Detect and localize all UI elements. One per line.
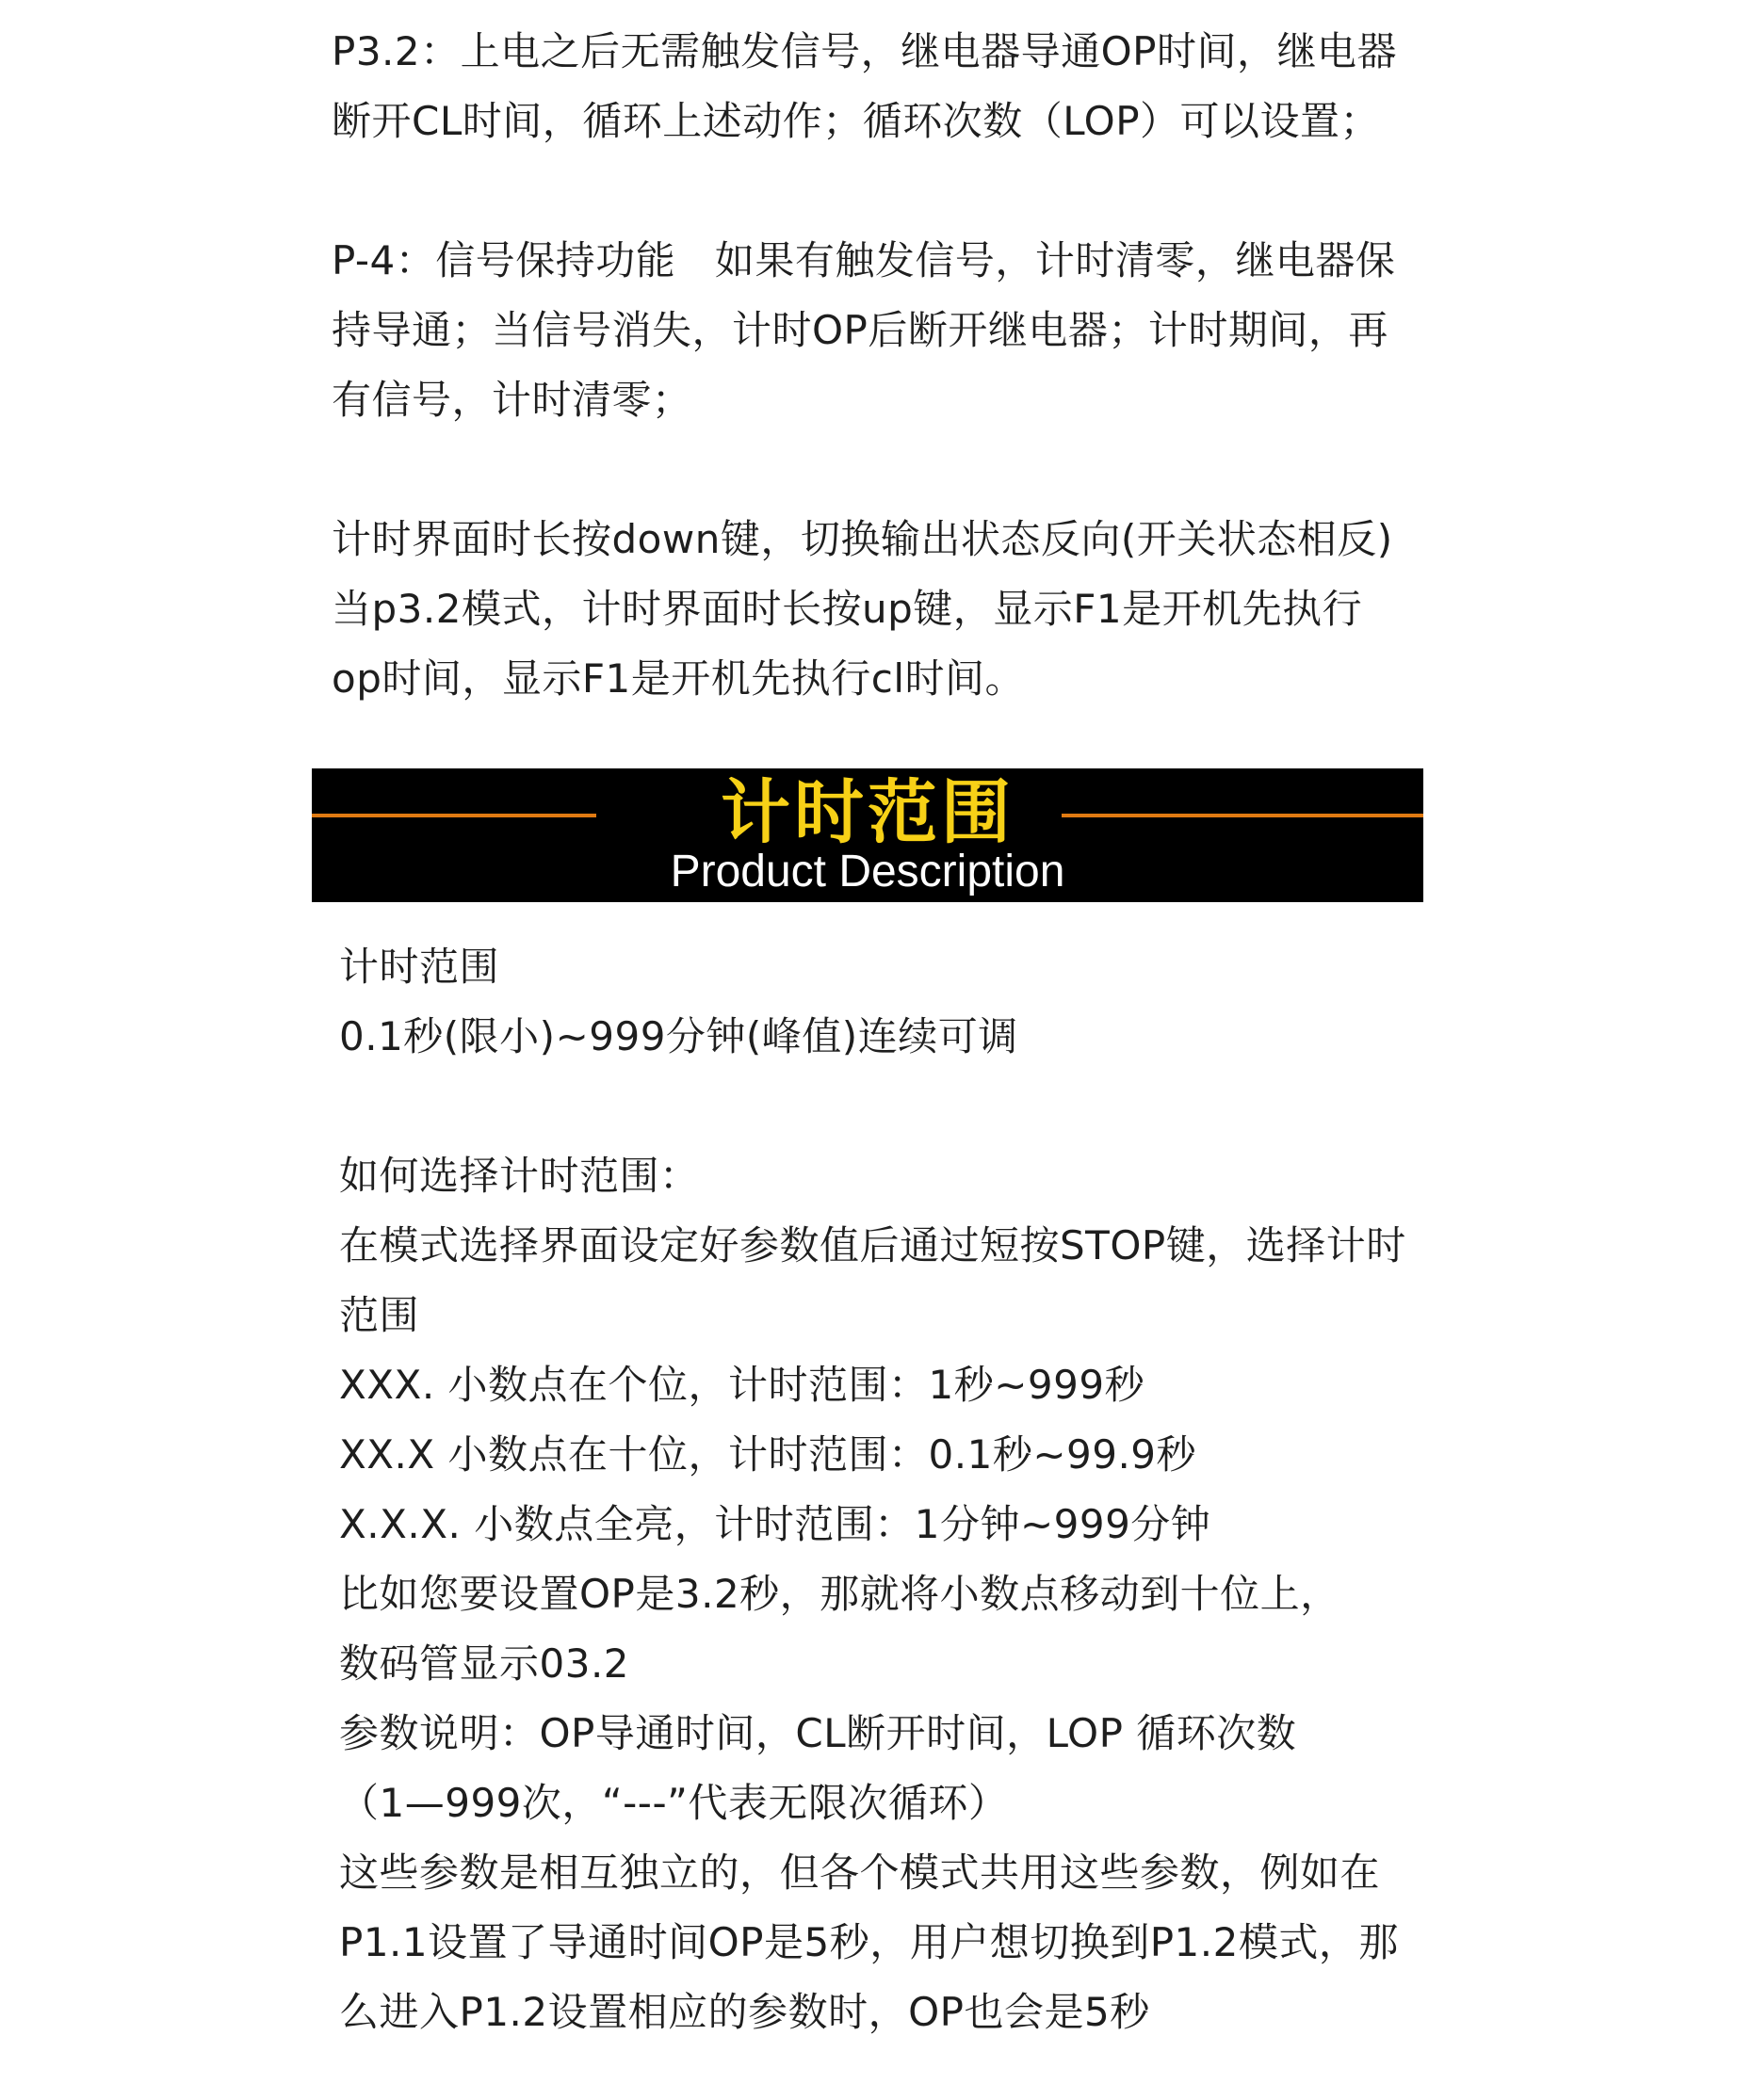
how-line1: 在模式选择界面设定好参数值后通过短按STOP键，选择计时 (339, 1222, 1406, 1268)
range-option-1: XXX. 小数点在个位，计时范围：1秒~999秒 (339, 1362, 1145, 1408)
shared-line3: 么进入P1.2设置相应的参数时，OP也会是5秒 (339, 1989, 1150, 2035)
mode-p4-line3: 有信号，计时清零； (332, 377, 692, 423)
range-option-2: XX.X 小数点在十位，计时范围：0.1秒~99.9秒 (339, 1431, 1197, 1478)
mode-p32-line2: 断开CL时间，循环上述动作；循环次数（LOP）可以设置； (332, 98, 1381, 144)
mode-p4-line2: 持导通；当信号消失，计时OP后断开继电器；计时期间，再 (332, 307, 1388, 353)
shared-line1: 这些参数是相互独立的，但各个模式共用这些参数，例如在 (339, 1850, 1381, 1896)
section-banner (312, 768, 1423, 902)
range-value: 0.1秒(限小)~999分钟(峰值)连续可调 (339, 1013, 1018, 1059)
note-line1: 计时界面时长按down键，切换输出状态反向(开关状态相反) (332, 516, 1393, 562)
mode-p32-line1: P3.2：上电之后无需触发信号，继电器导通OP时间，继电器 (332, 28, 1398, 74)
shared-line2: P1.1设置了导通时间OP是5秒，用户想切换到P1.2模式，那 (339, 1919, 1399, 1965)
range-option-3: X.X.X. 小数点全亮，计时范围：1分钟~999分钟 (339, 1501, 1211, 1547)
example-line1: 比如您要设置OP是3.2秒，那就将小数点移动到十位上， (339, 1571, 1340, 1617)
range-heading: 计时范围 (339, 944, 500, 990)
top-text-section (332, 17, 1443, 714)
param-line1: 参数说明：OP导通时间，CL断开时间，LOP 循环次数 (339, 1710, 1297, 1756)
note-line3: op时间，显示F1是开机先执行cl时间。 (332, 655, 1025, 702)
spacer (332, 156, 1443, 226)
spacer (332, 435, 1443, 505)
how-line2: 范围 (339, 1292, 420, 1338)
banner-subtitle: Product Description (670, 847, 1065, 897)
spacer (339, 1072, 1451, 1141)
note-line2: 当p3.2模式，计时界面时长按up键，显示F1是开机先执行 (332, 586, 1363, 632)
banner-title: 计时范围 (721, 772, 1015, 853)
timing-range-section (339, 932, 1451, 2047)
how-heading: 如何选择计时范围： (339, 1153, 700, 1199)
param-line2: （1—999次，“---”代表无限次循环） (339, 1780, 1009, 1826)
mode-p4-line1: P-4：信号保持功能 如果有触发信号，计时清零，继电器保 (332, 237, 1396, 283)
example-line2: 数码管显示03.2 (339, 1640, 630, 1687)
